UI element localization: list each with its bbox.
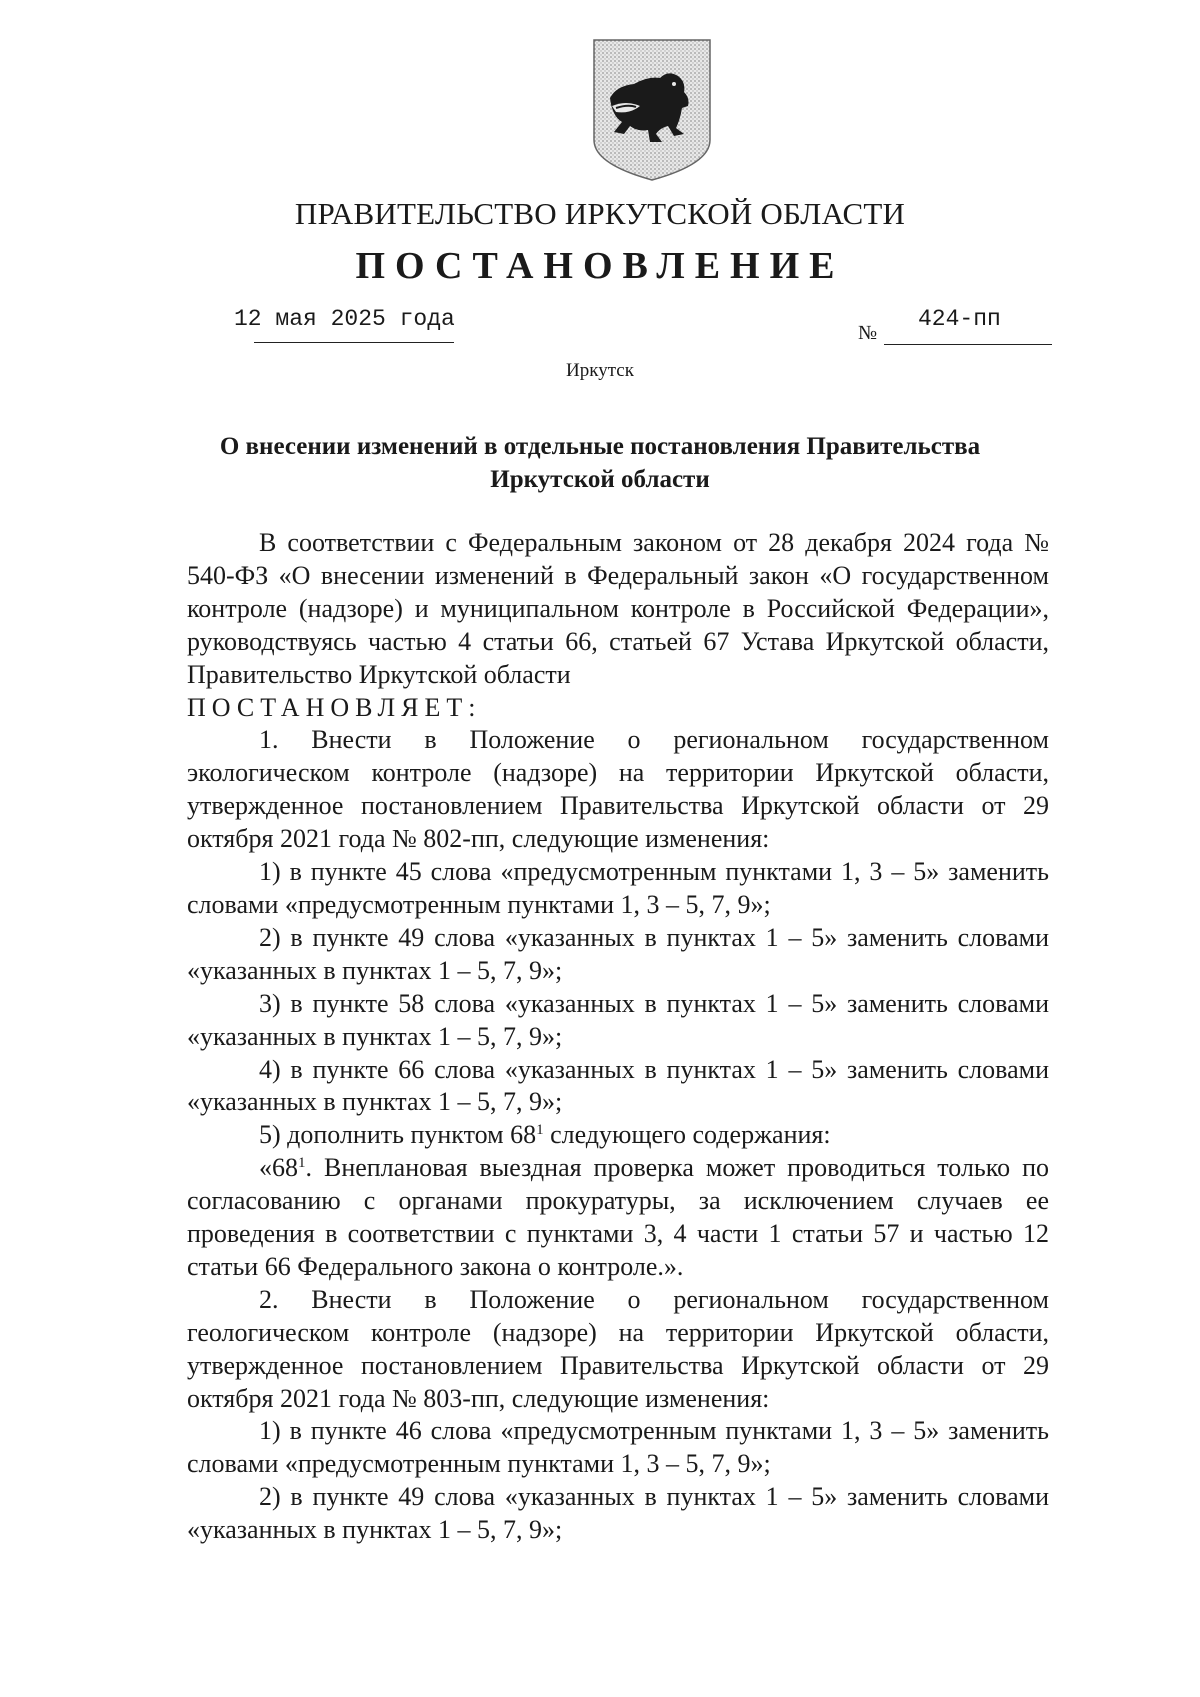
item-5-text-end: следующего содержания: [543, 1120, 831, 1150]
document-number: 424-пп [918, 306, 1001, 332]
paragraph-1: 1. Внести в Положение о региональном государственном экологическом контроле (надзоре) на территории Иркутской области, утвержденное постановлением Правительства Иркутской области от 29 октября 2021 года № 802-пп, следующие изменения: [187, 725, 1049, 854]
paragraph-2-item-1: 1) в пункте 46 слова «предусмотренным пунктами 1, 3 – 5» заменить словами «предусмотренным пунктами 1, 3 – 5, 7, 9»; [187, 1416, 1049, 1479]
paragraph-1-item-3: 3) в пункте 58 слова «указанных в пунктах 1 – 5» заменить словами «указанных в пунктах 1 – 5, 7, 9»; [187, 988, 1049, 1051]
document-type: ПОСТАНОВЛЕНИЕ [355, 245, 845, 287]
paragraph-2-item-2: 2) в пункте 49 слова «указанных в пунктах 1 – 5» заменить словами «указанных в пунктах 1 – 5, 7, 9»; [187, 1482, 1049, 1545]
government-name: ПРАВИТЕЛЬСТВО ИРКУТСКОЙ ОБЛАСТИ [294, 196, 906, 231]
document-date: 12 мая 2025 года [234, 306, 455, 332]
paragraph-1-item-4: 4) в пункте 66 слова «указанных в пунктах 1 – 5» заменить словами «указанных в пунктах 1 – 5, 7, 9»; [187, 1054, 1049, 1117]
document-title [150, 430, 1050, 496]
paragraph-1-item-1: 1) в пункте 45 слова «предусмотренным пунктами 1, 3 – 5» заменить словами «предусмотренным пунктами 1, 3 – 5, 7, 9»; [187, 857, 1049, 919]
preamble-paragraph: В соответствии с Федеральным законом от 28 декабря 2024 года № 540-ФЗ «О внесении изменений в Федеральный закон «О государственном контроле (надзоре) и муниципальном контроле в Российской Федерации», руководствуясь частью 4 статьи 66, статьей 67 Устава Иркутской области, Правительство Иркутской области [187, 528, 1049, 689]
quote-text: . Внеплановая выездная проверка может проводиться только по согласованию с органами прокуратуры, за исключением случаев ее проведения в соответствии с пунктами 3, 4 части 1 статьи 57 и частью 12 статьи 66 Федерального закона о контроле.». [187, 1153, 1049, 1281]
paragraph-1-item-2: 2) в пункте 49 слова «указанных в пунктах 1 – 5» заменить словами «указанных в пунктах 1 – 5, 7, 9»; [187, 922, 1049, 985]
title-line-1: О внесении изменений в отдельные постановления Правительства [219, 433, 981, 460]
item-5-superscript: 1 [536, 1122, 544, 1139]
number-sign: № [858, 322, 878, 344]
quote-start: «68 [259, 1153, 298, 1183]
paragraph-1-item-5 [187, 1119, 1049, 1152]
date-underline [254, 342, 454, 343]
item-5-text: 5) дополнить пунктом 68 [259, 1120, 537, 1150]
title-line-2: Иркутской области [490, 466, 710, 493]
document-body [187, 527, 1049, 1547]
quoted-new-clause [187, 1152, 1049, 1284]
quote-superscript: 1 [298, 1155, 306, 1172]
paragraph-2: 2. Внести в Положение о региональном государственном геологическом контроле (надзоре) на территории Иркутской области, утвержденное постановлением Правительства Иркутской области от 29 октября 2021 года № 803-пп, следующие изменения: [187, 1284, 1049, 1413]
document-city: Иркутск [566, 360, 634, 381]
irkutsk-coat-of-arms-icon [590, 36, 714, 184]
number-underline [884, 344, 1052, 345]
resolves-heading: ПОСТАНОВЛЯЕТ: [187, 692, 482, 722]
